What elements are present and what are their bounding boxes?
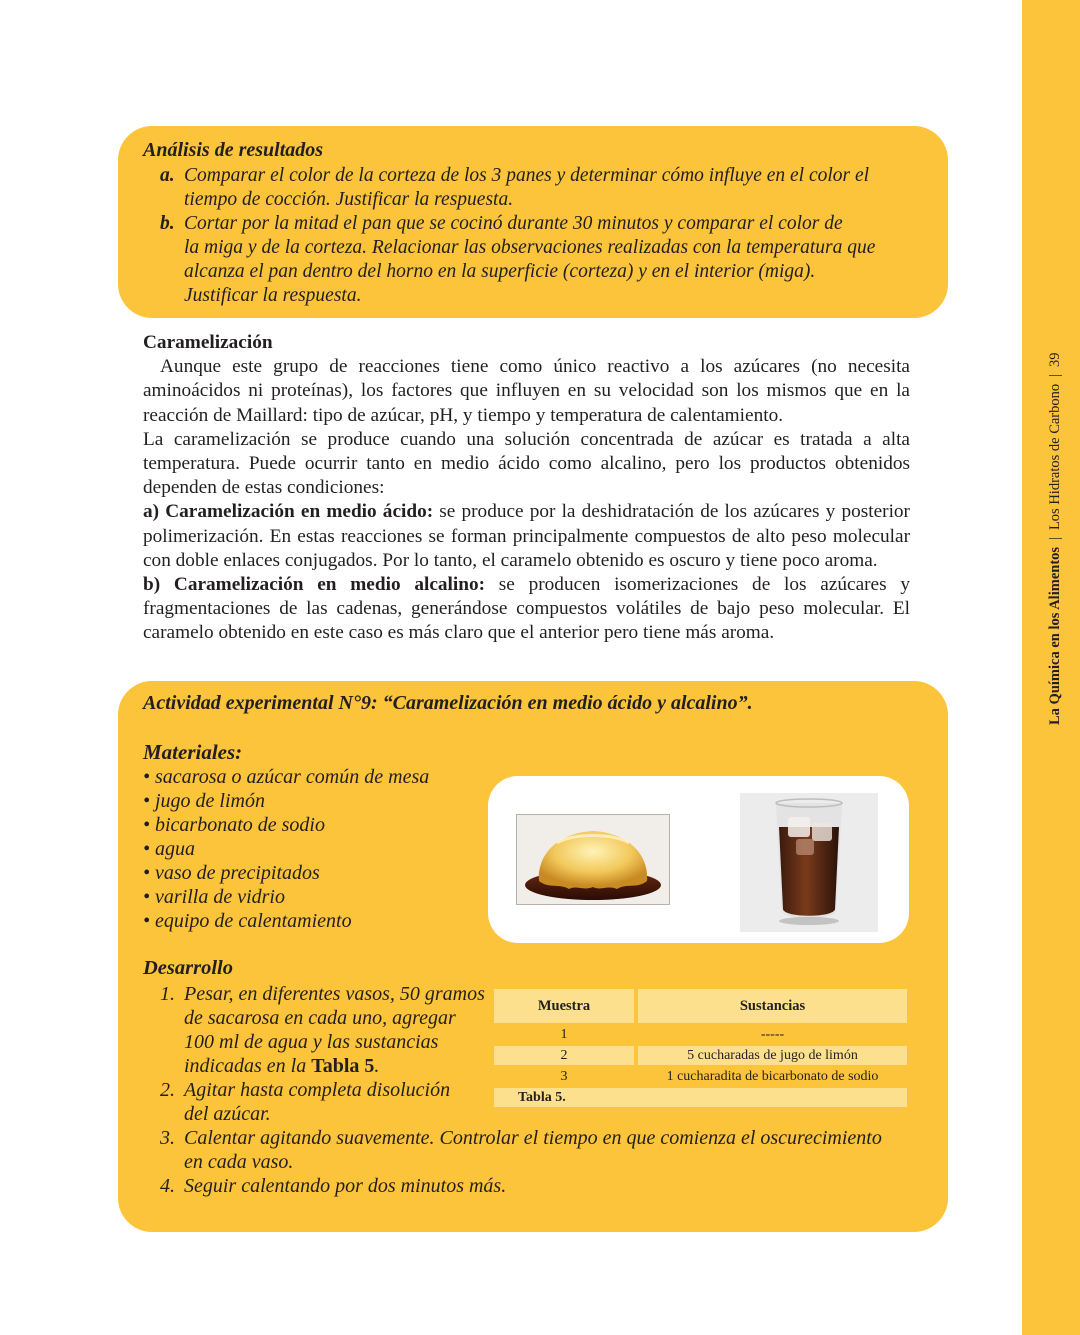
analisis-item-a-line: Comparar el color de la corteza de los 3 panes y determinar cómo influye en el color el <box>184 165 870 186</box>
flan-illustration <box>517 815 669 904</box>
acid-text: se produce por la deshidratación de los azúcares y posterior polimerización. En estas reacciones se forman principalmente compuestos de alto peso molecular con doble enlaces conjugados. Por lo tanto, el caramelo obtenido es oscuro y tiene poco aroma. <box>143 501 910 571</box>
step-line-with-ref <box>184 1054 379 1078</box>
step-line: Pesar, en diferentes vasos, 50 gramos <box>184 983 485 1005</box>
analisis-item-b-line: la miga y de la corteza. Relacionar las observaciones realizadas con la temperatura que <box>184 237 876 258</box>
table-cell: 2 <box>494 1046 634 1065</box>
acid-label: a) Caramelización en medio ácido: <box>143 501 434 523</box>
table-row <box>494 1046 907 1065</box>
table-row <box>494 1025 907 1044</box>
flan-image <box>516 814 670 905</box>
step-line: Calentar agitando suavemente. Controlar el tiempo en que comienza el oscurecimiento <box>184 1127 882 1149</box>
table-row <box>494 1067 907 1086</box>
alkaline-text: se producen isomerizaciones de los azúcares y fragmentaciones de las cadenas, generándose compuestos volátiles de bajo peso molecular. El caramelo obtenido en este caso es más claro que el anterior pero tiene más aroma. <box>143 574 910 644</box>
tabla-5 <box>490 987 911 1109</box>
material-item: • vaso de precipitados <box>143 862 320 884</box>
chapter-title: Los Hidratos de Carbono <box>1047 383 1063 531</box>
analisis-item-a-marker: a. <box>160 165 175 186</box>
section-heading: Caramelización <box>143 332 273 353</box>
step-number: 4. <box>160 1175 175 1197</box>
material-item: • equipo de calentamiento <box>143 910 352 932</box>
table-header-row <box>494 989 907 1023</box>
page-number: 39 <box>1047 352 1063 367</box>
running-header: La Química en los Alimentos|Los Hidratos de Carbono|39 <box>1047 352 1063 725</box>
material-item: • agua <box>143 838 196 860</box>
step-tail: . <box>374 1055 380 1077</box>
alkaline-label: b) Caramelización en medio alcalino: <box>143 574 486 596</box>
analisis-item-b-line: alcanza el pan dentro del horno en la superficie (corteza) y en el interior (miga). <box>184 261 816 282</box>
table-cell: 1 cucharadita de bicarbonato de sodio <box>666 1068 879 1084</box>
material-item: • jugo de limón <box>143 790 265 812</box>
step-number: 2. <box>160 1079 175 1101</box>
desarrollo-title: Desarrollo <box>143 957 233 979</box>
table-cell: ----- <box>760 1026 785 1042</box>
table-reference: Tabla 5 <box>311 1055 375 1077</box>
step-line: de sacarosa en cada uno, agregar <box>184 1007 456 1029</box>
materiales-title: Materiales: <box>143 740 243 764</box>
material-item: • sacarosa o azúcar común de mesa <box>143 766 430 788</box>
step-line: Agitar hasta completa disolución <box>184 1079 451 1101</box>
step-line: indicadas en la <box>184 1055 312 1077</box>
analisis-item-b-marker: b. <box>160 213 175 234</box>
paragraph-alkaline <box>143 573 910 646</box>
step-number: 3. <box>160 1127 175 1149</box>
material-item: • varilla de vidrio <box>143 886 285 908</box>
table-caption: Tabla 5. <box>494 1088 907 1107</box>
analisis-item-b-line: Justificar la respuesta. <box>184 285 362 306</box>
analisis-item-b-line: Cortar por la mitad el pan que se cocinó durante 30 minutos y comparar el color de <box>184 213 843 234</box>
paragraph-acid <box>143 500 910 573</box>
paragraph: La caramelización se produce cuando una solución concentrada de azúcar es tratada a alta temperatura. Puede ocurrir tanto en medio ácido como alcalino, pero los productos obtenidos dependen de estas condiciones: <box>143 428 910 499</box>
step-line: en cada vaso. <box>184 1151 294 1173</box>
step-line: Seguir calentando por dos minutos más. <box>184 1175 507 1197</box>
caramelizacion-section <box>143 331 910 646</box>
column-header: Muestra <box>494 989 634 1023</box>
table-cell: 3 <box>560 1068 568 1084</box>
material-item: • bicarbonato de sodio <box>143 814 325 836</box>
analisis-item-a-line: tiempo de cocción. Justificar la respuesta. <box>184 189 514 210</box>
book-title: La Química en los Alimentos <box>1047 546 1063 725</box>
cola-glass-image <box>740 793 878 932</box>
step-line: del azúcar. <box>184 1103 271 1125</box>
cola-glass-illustration <box>740 793 878 932</box>
analisis-title: Análisis de resultados <box>143 139 324 161</box>
paragraph: Aunque este grupo de reacciones tiene como único reactivo a los azúcares (no necesita aminoácidos ni proteínas), los factores que influyen en su velocidad son los mismos que en la reacción de Maillard: tipo de azúcar, pH, y tiempo y temperatura de calentamiento. <box>143 356 910 426</box>
table-cell: 1 <box>560 1026 568 1042</box>
photo-panel <box>488 776 909 943</box>
column-header: Sustancias <box>638 989 907 1023</box>
actividad-title: Actividad experimental N°9: “Caramelización en medio ácido y alcalino”. <box>143 692 753 714</box>
step-line: 100 ml de agua y las sustancias <box>184 1031 439 1053</box>
step-number: 1. <box>160 983 175 1005</box>
table-caption-row <box>494 1088 907 1107</box>
table-cell: 5 cucharadas de jugo de limón <box>638 1046 907 1065</box>
